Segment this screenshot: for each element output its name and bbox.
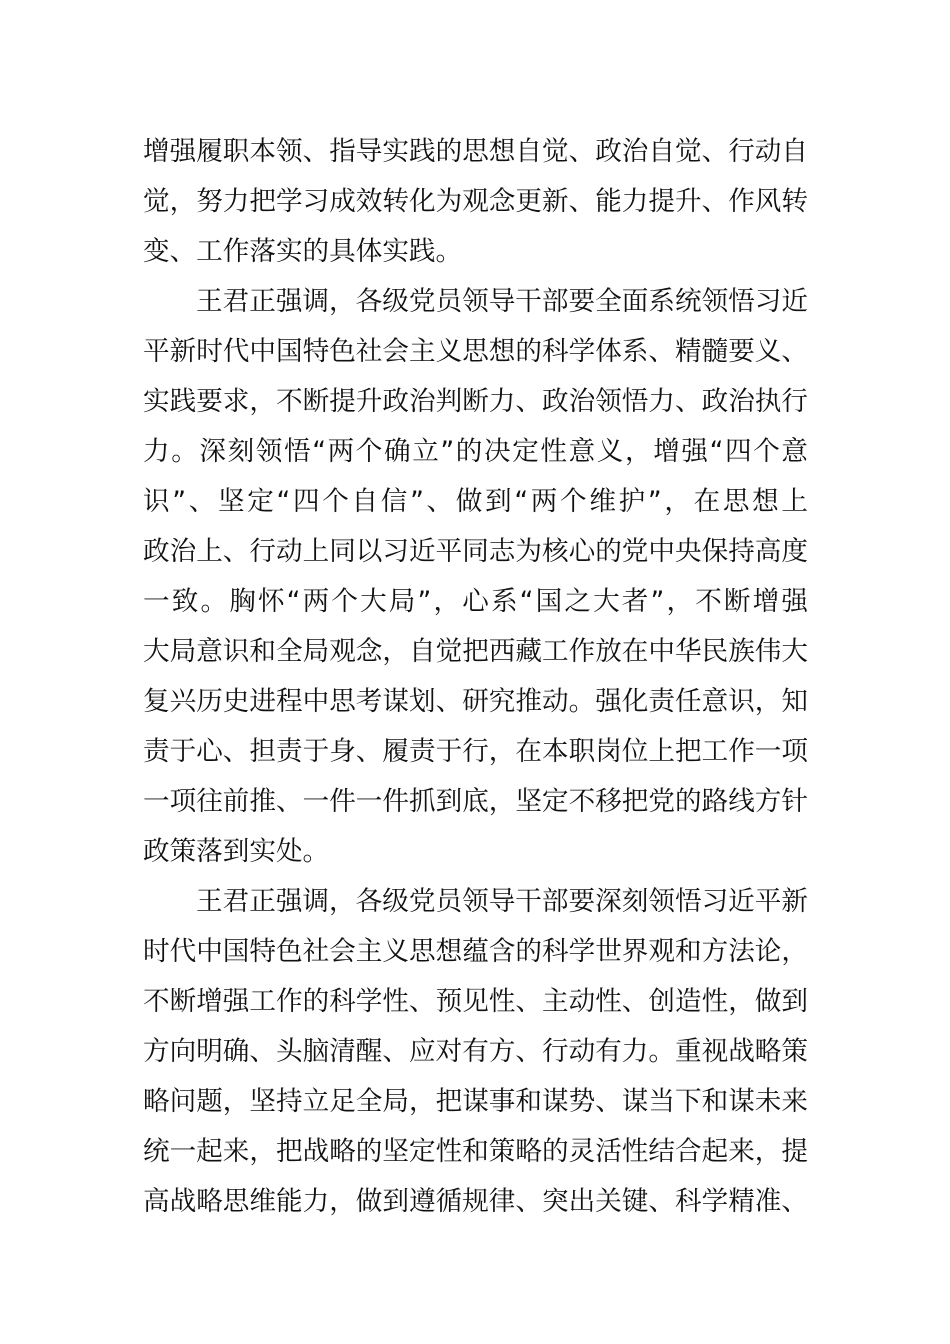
text-line: 增强履职本领、指导实践的思想自觉、政治自觉、行动自 [143,136,808,167]
text-line: 大局意识和全局观念，自觉把西藏工作放在中华民族伟大 [143,636,808,667]
document-body [143,127,808,1227]
text-line: 时代中国特色社会主义思想蕴含的科学世界观和方法论， [143,936,808,967]
text-line: 统一起来，把战略的坚定性和策略的灵活性结合起来，提 [143,1136,808,1167]
text-line: 平新时代中国特色社会主义思想的科学体系、精髓要义、 [143,336,808,367]
text-line: 不断增强工作的科学性、预见性、主动性、创造性，做到 [143,986,808,1017]
text-line: 政治上、行动上同以习近平同志为核心的党中央保持高度 [143,536,808,567]
text-line: 王君正强调，各级党员领导干部要全面系统领悟习近 [196,286,808,317]
text-line: 变、工作落实的具体实践。 [143,236,463,267]
text-line: 识”、坚定“四个自信”、做到“两个维护”，在思想上 [143,486,808,517]
text-line: 实践要求，不断提升政治判断力、政治领悟力、政治执行 [143,386,808,417]
text-line: 王君正强调，各级党员领导干部要深刻领悟习近平新 [196,886,808,917]
text-line: 复兴历史进程中思考谋划、研究推动。强化责任意识，知 [143,686,808,717]
text-line: 政策落到实处。 [143,836,330,867]
text-line: 一致。胸怀“两个大局”，心系“国之大者”，不断增强 [143,586,808,617]
paragraph-political-judgment [143,277,808,877]
paragraph-continuation [143,127,808,277]
text-line: 略问题，坚持立足全局，把谋事和谋势、谋当下和谋未来 [143,1086,808,1117]
text-line: 一项往前推、一件一件抓到底，坚定不移把党的路线方针 [143,786,808,817]
text-line: 高战略思维能力，做到遵循规律、突出关键、科学精准、 [143,1186,808,1217]
text-line: 责于心、担责于身、履责于行，在本职岗位上把工作一项 [143,736,808,767]
text-line: 力。深刻领悟“两个确立”的决定性意义，增强“四个意 [143,436,808,467]
paragraph-worldview-methodology [143,877,808,1227]
text-line: 觉，努力把学习成效转化为观念更新、能力提升、作风转 [143,186,808,217]
text-line: 方向明确、头脑清醒、应对有方、行动有力。重视战略策 [143,1036,808,1067]
